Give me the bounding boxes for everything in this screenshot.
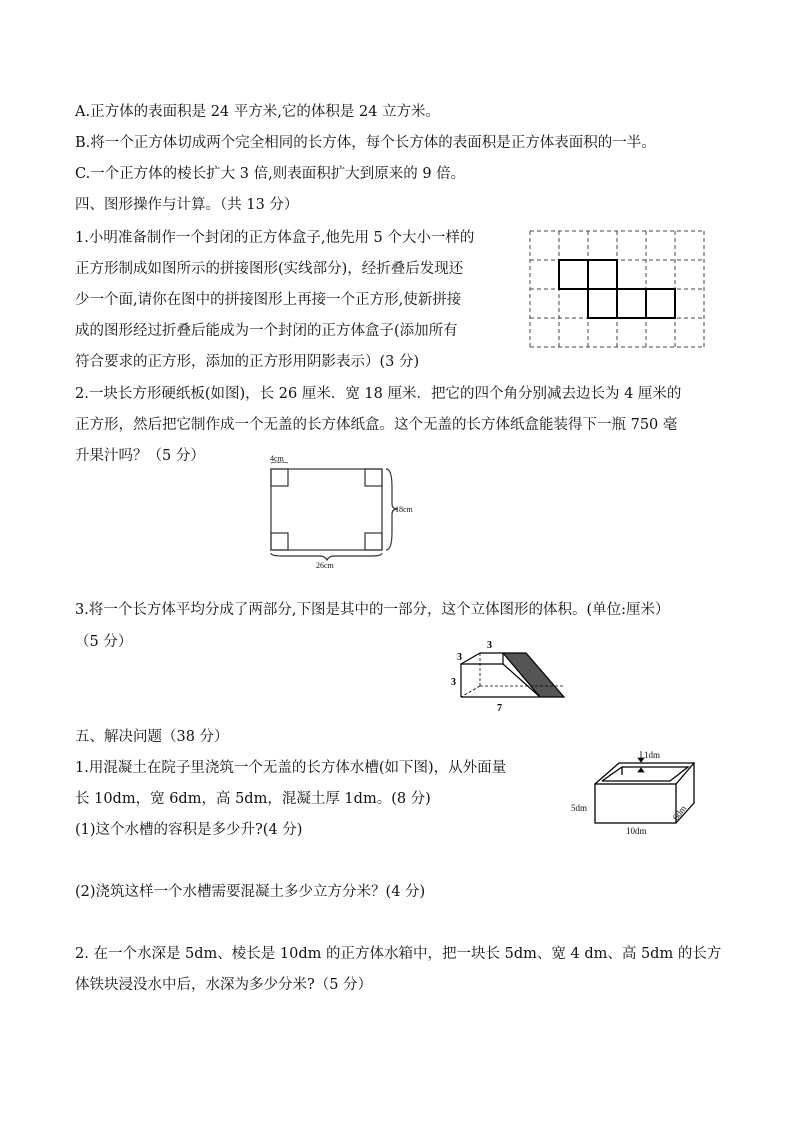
q4-1-line-2: 正方形制成如图所示的拼接图形(实线部分)，经折叠后发现还 [75, 261, 464, 277]
q4-2-line-1: 2.一块长方形硬纸板(如图)，长 26 厘米．宽 18 厘米．把它的四个角分别减去边长为 4 厘米的 [75, 386, 682, 402]
label-bottom-7: 7 [497, 703, 502, 714]
prism-figure [448, 634, 568, 714]
section-5-heading: 五、解决问题（38 分） [75, 729, 229, 745]
q4-2-line-3: 升果汁吗？（5 分） [75, 448, 205, 464]
net-grid-figure [529, 230, 705, 350]
cardboard-figure [262, 452, 422, 572]
label-4cm: 4cm [270, 454, 284, 463]
q4-1-line-4: 成的图形经过折叠后能成为一个封闭的正方体盒子(添加所有 [75, 323, 458, 339]
q4-3-line-2: （5 分） [75, 634, 133, 650]
label-6dm: 6dm [670, 803, 689, 823]
q5-1-line-2: 长 10dm，宽 6dm，高 5dm，混凝土厚 1dm。(8 分) [75, 791, 431, 807]
q5-2-line-2: 体铁块浸没水中后，水深为多少分米?（5 分） [75, 977, 373, 993]
q5-2-line-1: 2. 在一个水深是 5dm、棱长是 10dm 的正方体水箱中，把一块长 5dm、宽 4 dm、高 5dm 的长方 [75, 946, 722, 962]
label-left-3: 3 [457, 652, 462, 663]
q4-2-line-2: 正方形，然后把它制作成一个无盖的长方体纸盒。这个无盖的长方体纸盒能装得下一瓶 750 毫 [75, 417, 678, 433]
section-4-heading: 四、图形操作与计算。（共 13 分） [75, 197, 299, 213]
q5-1-line-4: (2)浇筑这样一个水槽需要混凝土多少立方分米？(4 分) [75, 884, 426, 900]
net-squares [559, 260, 675, 318]
option-a: A.正方体的表面积是 24 平方米,它的体积是 24 立方米。 [75, 104, 441, 120]
label-side-3: 3 [451, 677, 456, 688]
q4-3-line-1: 3.将一个长方体平均分成了两部分,下图是其中的一部分，这个立体图形的体积。(单位:厘米） [75, 602, 670, 618]
tank-figure [568, 748, 700, 838]
option-b: B.将一个正方体切成两个完全相同的长方体，每个长方体的表面积是正方体表面积的一半。 [75, 135, 656, 151]
label-5dm: 5dm [571, 803, 588, 813]
q5-1-line-1: 1.用混凝土在院子里浇筑一个无盖的长方体水槽(如下图)，从外面量 [75, 760, 507, 776]
label-26cm: 26cm [316, 561, 334, 570]
q4-1-line-1: 1.小明准备制作一个封闭的正方体盒子,他先用 5 个大小一样的 [75, 230, 475, 246]
label-10dm: 10dm [626, 826, 647, 836]
label-top-3: 3 [487, 640, 492, 651]
q4-1-line-5: 符合要求的正方形，添加的正方形用阴影表示）(3 分) [75, 354, 420, 370]
label-18cm: 18cm [395, 505, 413, 514]
option-c: C.一个正方体的棱长扩大 3 倍,则表面积扩大到原来的 9 倍。 [75, 166, 466, 182]
q5-1-line-3: (1)这个水槽的容积是多少升?(4 分) [75, 822, 303, 838]
q4-1-line-3: 少一个面,请你在图中的拼接图形上再接一个正方形,使新拼接 [75, 292, 462, 308]
label-1dm: 1dm [644, 750, 661, 760]
